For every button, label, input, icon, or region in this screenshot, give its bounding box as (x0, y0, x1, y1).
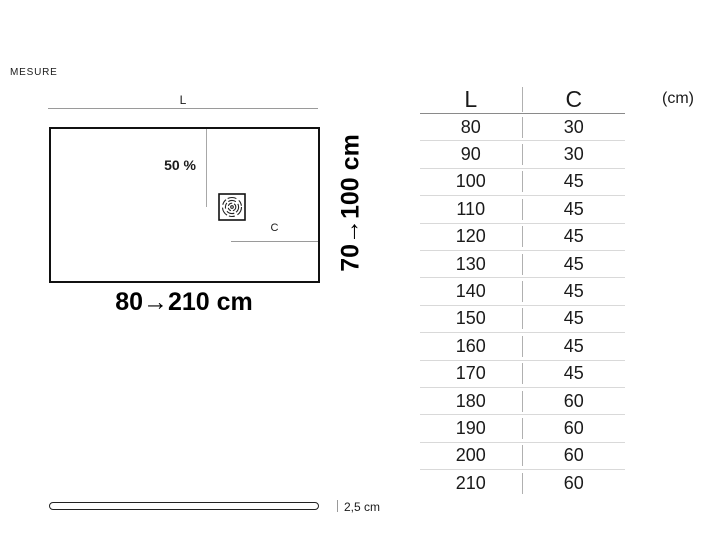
slope-divider-line (206, 129, 207, 207)
cell-c: 45 (563, 226, 584, 247)
cell-l: 90 (420, 144, 523, 165)
spec-table-header (420, 86, 625, 114)
unit-label: (cm) (662, 90, 694, 107)
cell-c: 30 (563, 116, 584, 137)
spec-table (420, 86, 625, 496)
cell-l: 200 (420, 445, 523, 466)
channel-dim-line (231, 241, 318, 242)
width-range-label: 70→100 cm (336, 134, 365, 272)
slope-percent-label: 50 % (164, 157, 196, 173)
cell-l: 110 (420, 199, 523, 220)
cell-c: 45 (563, 198, 584, 219)
cell-c: 60 (563, 390, 584, 411)
table-row (420, 277, 625, 304)
side-profile-bar (49, 502, 319, 510)
cell-c: 45 (563, 171, 584, 192)
thickness-tick (337, 500, 338, 512)
cell-l: 130 (420, 254, 523, 275)
cell-l: 160 (420, 336, 523, 357)
tray-outline (49, 127, 320, 283)
cell-l: 150 (420, 308, 523, 329)
cell-l: 80 (420, 117, 523, 138)
channel-dim-label: C (270, 222, 279, 234)
cell-c: 45 (563, 363, 584, 384)
cell-c: 45 (563, 281, 584, 302)
table-row (420, 442, 625, 469)
table-row (420, 469, 625, 496)
cell-l: 100 (420, 171, 523, 192)
cell-l: 180 (420, 391, 523, 412)
cell-c: 60 (563, 445, 584, 466)
cell-c: 60 (563, 472, 584, 493)
cell-l: 170 (420, 363, 523, 384)
cell-l: 190 (420, 418, 523, 439)
thickness-label: 2,5 cm (344, 500, 381, 514)
table-row (420, 195, 625, 222)
cell-c: 45 (563, 335, 584, 356)
table-row (420, 114, 625, 140)
table-row (420, 305, 625, 332)
length-dim-line (48, 108, 318, 109)
cell-c: 45 (563, 308, 584, 329)
spec-table-body (420, 114, 625, 496)
table-row (420, 140, 625, 167)
cell-c: 60 (563, 417, 584, 438)
table-row (420, 168, 625, 195)
cell-c: 30 (563, 144, 584, 165)
table-row (420, 414, 625, 441)
table-row (420, 387, 625, 414)
length-dim-label: L (179, 93, 187, 107)
length-range-label: 80→210 cm (115, 288, 253, 316)
cell-c: 45 (563, 253, 584, 274)
table-row (420, 360, 625, 387)
table-row (420, 332, 625, 359)
table-row (420, 223, 625, 250)
header-cell-c: C (565, 86, 583, 112)
cell-l: 140 (420, 281, 523, 302)
cell-l: 120 (420, 226, 523, 247)
cell-l: 210 (420, 473, 523, 494)
drain-grate-icon (218, 193, 246, 221)
header-cell-l: L (420, 87, 523, 112)
table-row (420, 250, 625, 277)
page-title: MESURE (10, 67, 58, 78)
